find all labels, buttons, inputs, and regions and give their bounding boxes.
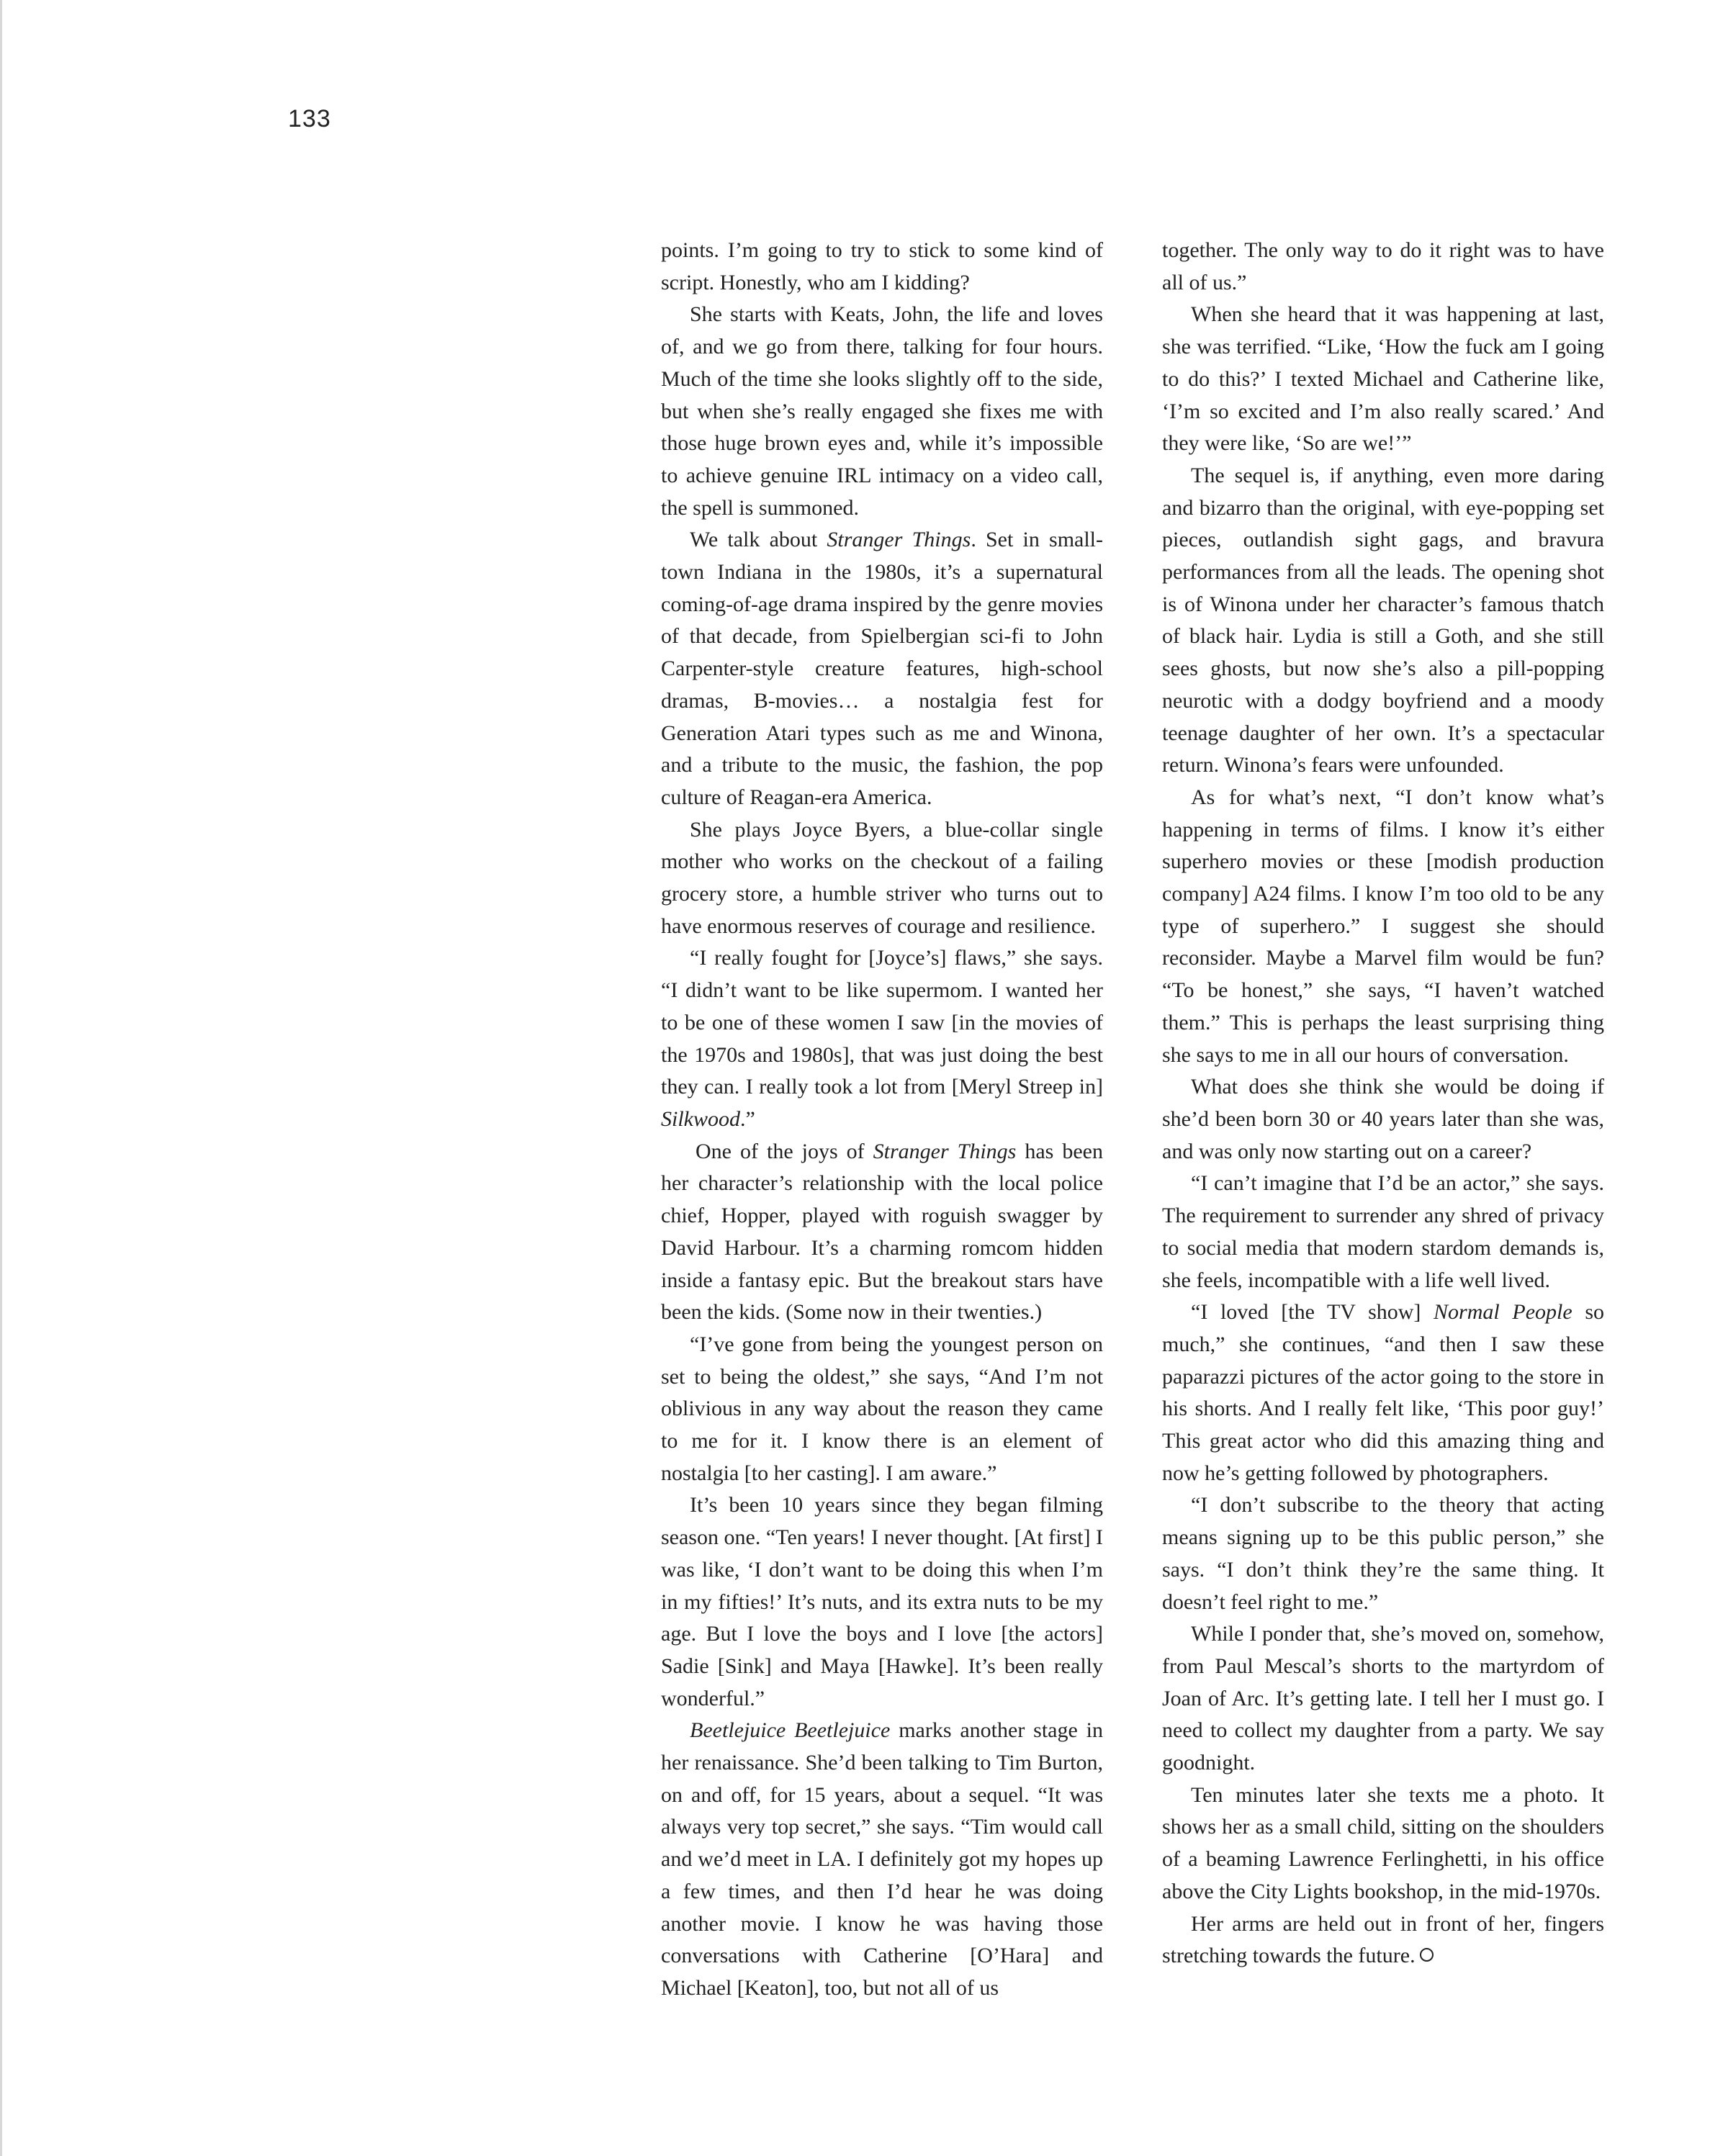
paragraph: The sequel is, if anything, even more daring and bizarro than the original, with eye-popping set pieces, outlandish sight gags, and bravura performances from all the leads. The opening shot is of Winona under her character’s famous thatch of black hair. Lydia is still a Goth, and she still sees ghosts, but now she’s also a pill-popping neurotic with a dodgy boyfriend and a moody teenage daughter of her own. It’s a spectacular return. Winona’s fears were unfounded.	[1162, 463, 1604, 777]
paragraph: What does she think she would be doing if she’d been born 30 or 40 years later than she was, and was only now starting out on a career?	[1162, 1075, 1604, 1163]
paragraph: points. I’m going to try to stick to some kind of script. Honestly, who am I kidding?	[661, 238, 1103, 294]
paragraph: Beetlejuice Beetlejuice marks another stage in her renaissance. She’d been talking to Tim Burton, on and off, for 15 years, about a sequel. “It was always very top secret,” she says. “Tim would call and we’d meet in LA. I definitely got my hopes up a few times, and then I’d hear he was doing another movie. I know he was having those conversations with Catherine [O’Hara] and Michael [Keaton], too, but not all of us	[661, 1718, 1104, 2000]
paragraph: One of the joys of Stranger Things has been her character’s relationship with the local police chief, Hopper, played with roguish swagger by David Harbour. It’s a charming romcom hidden inside a fantasy epic. But the breakout stars have been the kids. (Some now in their twenties.)	[661, 1139, 1103, 1325]
paragraph: “I really fought for [Joyce’s] flaws,” she says. “I didn’t want to be like supermom. I wanted her to be one of these women I saw [in the movies of the 1970s and 1980s], that was just doing the best they can. I really took a lot from [Meryl Streep in] Silkwood.”	[661, 946, 1103, 1131]
paragraph: It’s been 10 years since they began filming season one. “Ten years! I never thought. [At first] I was like, ‘I don’t want to be doing this when I’m in my fifties!’ It’s nuts, and its extra nuts to be my age. But I love the boys and I love [the actors] Sadie [Sink] and Maya [Hawke]. It’s been really wonderful.”	[661, 1493, 1103, 1710]
paragraph: Ten minutes later she texts me a photo. It shows her as a small child, sitting on the shoulders of a beaming Lawrence Ferlinghetti, in his office above the City Lights bookshop, in the mid-1970s.	[1162, 1782, 1604, 1903]
paragraph: “I don’t subscribe to the theory that acting means signing up to be this public person,” she says. “I don’t think they’re the same thing. It doesn’t feel right to me.”	[1162, 1493, 1604, 1614]
article-column-right	[1162, 235, 1604, 1972]
paragraph: We talk about Stranger Things. Set in small-town Indiana in the 1980s, it’s a supernatural coming-of-age drama inspired by the genre movies of that decade, from Spielbergian sci-fi to John Carpenter-style creature features, high-school dramas, B-movies… a nostalgia fest for Generation Atari types such as me and Winona, and a tribute to the music, the fashion, the pop culture of Reagan-era America.	[661, 528, 1104, 809]
italic-title: Silkwood	[661, 1106, 740, 1131]
paragraph: “I can’t imagine that I’d be an actor,” she says. The requirement to surrender any shred of privacy to social media that modern stardom demands is, she feels, incompatible with a life well lived.	[1162, 1171, 1604, 1292]
paragraph: While I ponder that, she’s moved on, somehow, from Paul Mescal’s shorts to the martyrdom of Joan of Arc. It’s getting late. I tell her I must go. I need to collect my daughter from a party. We say goodnight.	[1162, 1622, 1604, 1775]
page-number: 133	[288, 105, 331, 132]
paragraph: “I loved [the TV show] Normal People so much,” she continues, “and then I saw these paparazzi pictures of the actor going to the store in his shorts. And I really felt like, ‘This poor guy!’ This great actor who did this amazing thing and now he’s getting followed by photographers.	[1162, 1300, 1604, 1485]
italic-title: Beetlejuice Beetlejuice	[690, 1718, 891, 1743]
paragraph-final: Her arms are held out in front of her, fingers stretching towards the future.	[1162, 1911, 1604, 1968]
italic-title: Normal People	[1434, 1300, 1572, 1325]
paragraph: She starts with Keats, John, the life and loves of, and we go from there, talking for four hours. Much of the time she looks slightly off to the side, but when she’s really engaged she fixes me with those huge brown eyes and, while it’s impossible to achieve genuine IRL intimacy on a video call, the spell is summoned.	[661, 302, 1103, 520]
paragraph: When she heard that it was happening at last, she was terrified. “Like, ‘How the fuck am I going to do this?’ I texted Michael and Catherine like, ‘I’m so excited and I’m also really scared.’ And they were like, ‘So are we!’”	[1162, 302, 1604, 456]
page-edge-rule	[0, 0, 2, 2156]
paragraph: together. The only way to do it right was to have all of us.”	[1162, 238, 1604, 294]
article-column-left	[661, 235, 1103, 2005]
italic-title: Stranger Things	[827, 528, 971, 552]
paragraph: “I’ve gone from being the youngest person on set to being the oldest,” she says, “And I’m not oblivious in any way about the reason they came to me for it. I know there is an element of nostalgia [to her casting]. I am aware.”	[661, 1332, 1103, 1485]
end-of-article-circle-icon	[1420, 1948, 1434, 1962]
italic-title: Stranger Things	[873, 1139, 1017, 1163]
paragraph: As for what’s next, “I don’t know what’s happening in terms of films. I know it’s either superhero movies or these [modish production company] A24 films. I know I’m too old to be any type of superhero.” I suggest she should reconsider. Maybe a Marvel film would be fun? “To be honest,” she says, “I haven’t watched them.” This is perhaps the least surprising thing she says to me in all our hours of conversation.	[1162, 785, 1604, 1067]
paragraph: She plays Joyce Byers, a blue-collar single mother who works on the checkout of a failing grocery store, a humble striver who turns out to have enormous reserves of courage and resilience.	[661, 817, 1103, 938]
